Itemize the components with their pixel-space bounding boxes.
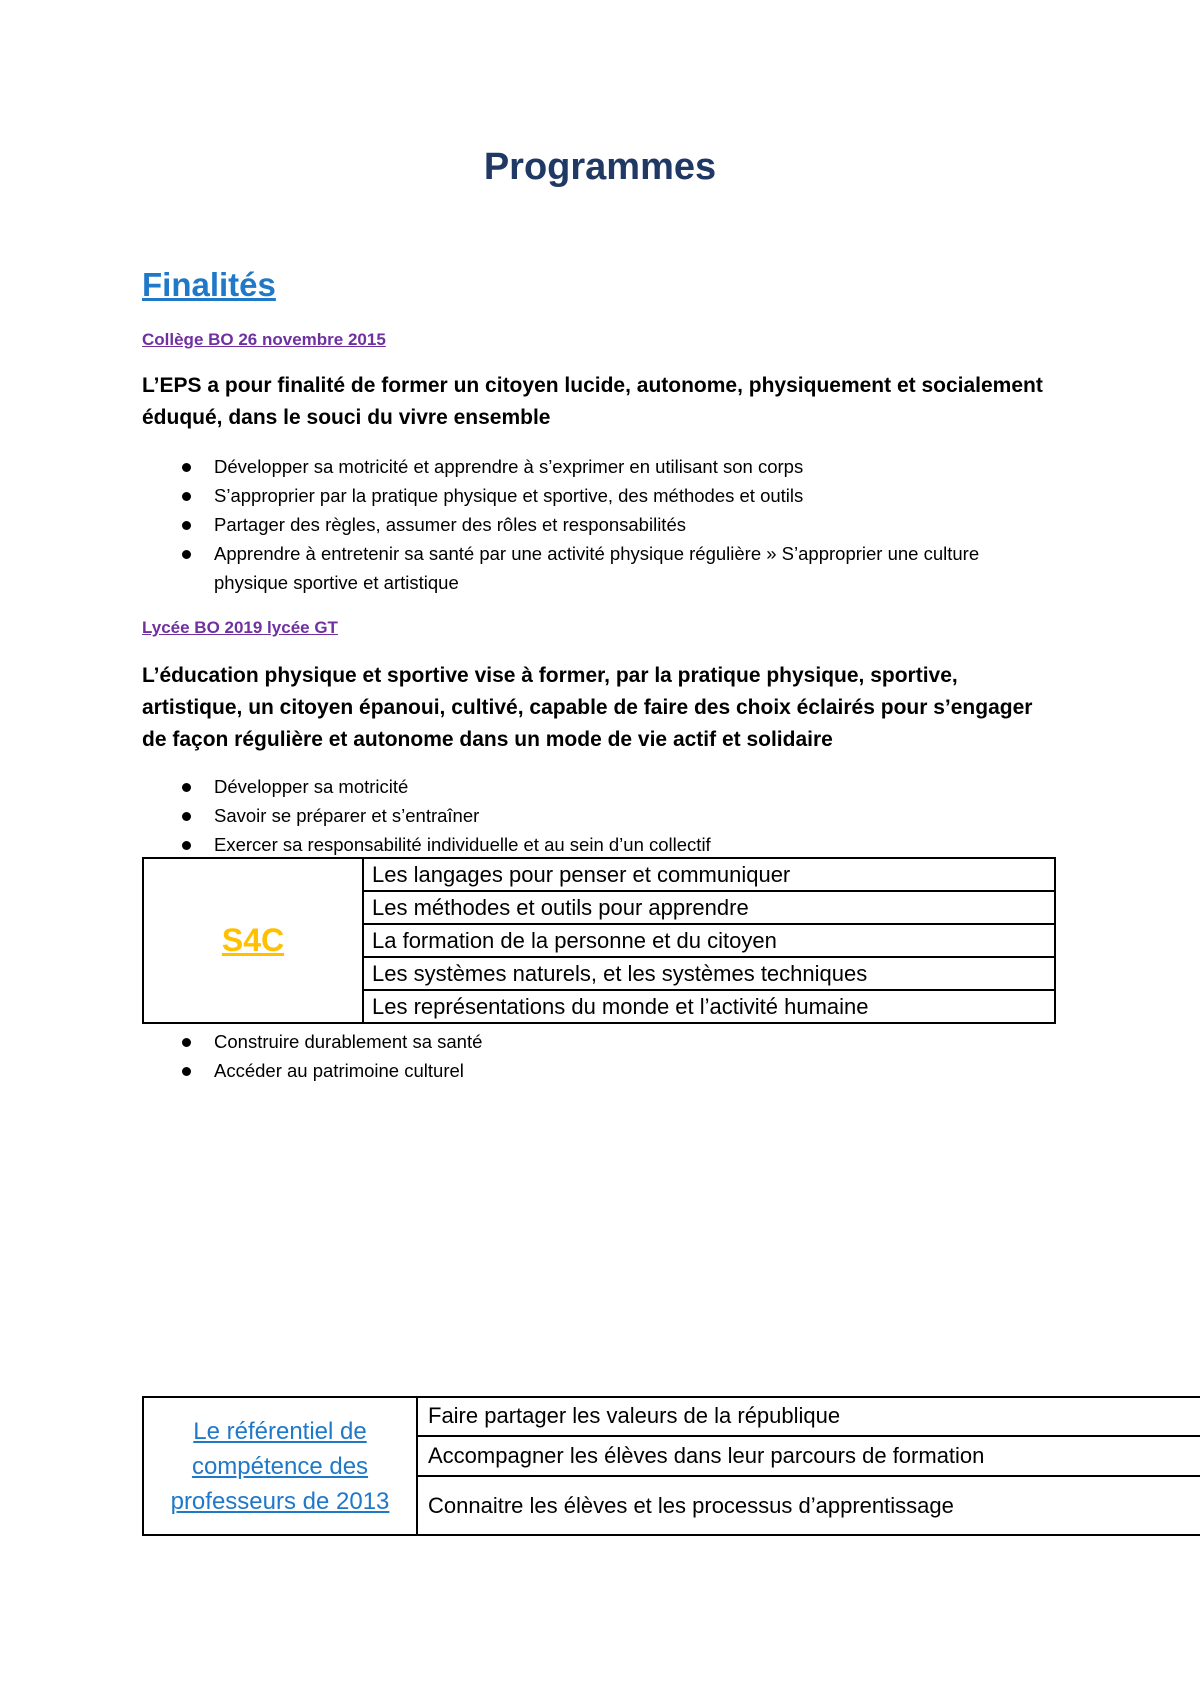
finalites-heading-link[interactable]: Finalités	[142, 266, 276, 303]
list-item	[142, 481, 1044, 510]
bullet-icon	[182, 1067, 191, 1076]
lycee-intro-text: L’éducation physique et sportive vise à former, par la pratique physique, sportive, artistique, un citoyen épanoui, cultivé, capable de faire des choix éclairés pour s’engager de façon régulière et autonome dans un mode de vie actif et solidaire	[142, 664, 1033, 751]
list-item	[142, 801, 1044, 830]
list-item-text: Développer sa motricité	[214, 776, 409, 797]
college-bo-link[interactable]: Collège BO 26 novembre 2015	[142, 330, 386, 349]
college-intro-text: L’EPS a pour finalité de former un citoyen lucide, autonome, physiquement et socialement éduqué, dans le souci du vivre ensemble	[142, 374, 1043, 429]
bullet-icon	[182, 492, 191, 501]
referentiel-label-link[interactable]: Le référentiel de compétence des professeurs de 2013	[143, 1397, 417, 1535]
lycee-bo-link[interactable]: Lycée BO 2019 lycée GT	[142, 618, 338, 637]
list-item	[142, 830, 1044, 859]
list-item	[142, 1056, 1044, 1085]
bullet-icon	[182, 521, 191, 530]
list-item-text: Exercer sa responsabilité individuelle et au sein d’un collectif	[214, 834, 711, 855]
bullet-icon	[182, 841, 191, 850]
table-cell: La formation de la personne et du citoyen	[363, 924, 1055, 957]
lycee-bullet-list	[142, 772, 1044, 859]
college-bullet-list	[142, 452, 1044, 597]
list-item	[142, 539, 1044, 597]
list-item	[142, 772, 1044, 801]
list-item	[142, 1027, 1044, 1056]
list-item-text: Construire durablement sa santé	[214, 1031, 483, 1052]
referentiel-table	[142, 1396, 1200, 1536]
bullet-icon	[182, 463, 191, 472]
list-item-text: Savoir se préparer et s’entraîner	[214, 805, 480, 826]
table-cell: Les langages pour penser et communiquer	[363, 858, 1055, 891]
table-cell: Faire partager les valeurs de la république	[417, 1397, 1200, 1436]
table-cell: Accompagner les élèves dans leur parcours de formation	[417, 1436, 1200, 1477]
list-item-text: S’approprier par la pratique physique et sportive, des méthodes et outils	[214, 485, 804, 506]
table-cell: Les systèmes naturels, et les systèmes techniques	[363, 957, 1055, 990]
s4c-table	[142, 857, 1056, 1024]
table-cell: Les représentations du monde et l’activité humaine	[363, 990, 1055, 1023]
table-cell: Les méthodes et outils pour apprendre	[363, 891, 1055, 924]
list-item	[142, 452, 1044, 481]
s4c-label-link[interactable]: S4C	[143, 858, 363, 1023]
bullet-icon	[182, 1038, 191, 1047]
list-item-text: Apprendre à entretenir sa santé par une activité physique régulière » S’approprier une culture physique sportive et artistique	[214, 543, 980, 593]
list-item-text: Développer sa motricité et apprendre à s’exprimer en utilisant son corps	[214, 456, 804, 477]
bullet-icon	[182, 550, 191, 559]
list-item	[142, 510, 1044, 539]
table-cell: Connaitre les élèves et les processus d’apprentissage	[417, 1476, 1200, 1535]
page-title: Programmes	[483, 146, 717, 188]
list-item-text: Accéder au patrimoine culturel	[214, 1060, 464, 1081]
bullet-icon	[182, 783, 191, 792]
list-item-text: Partager des règles, assumer des rôles et responsabilités	[214, 514, 686, 535]
bullet-icon	[182, 812, 191, 821]
lycee-bullet-list-continued	[142, 1027, 1044, 1085]
